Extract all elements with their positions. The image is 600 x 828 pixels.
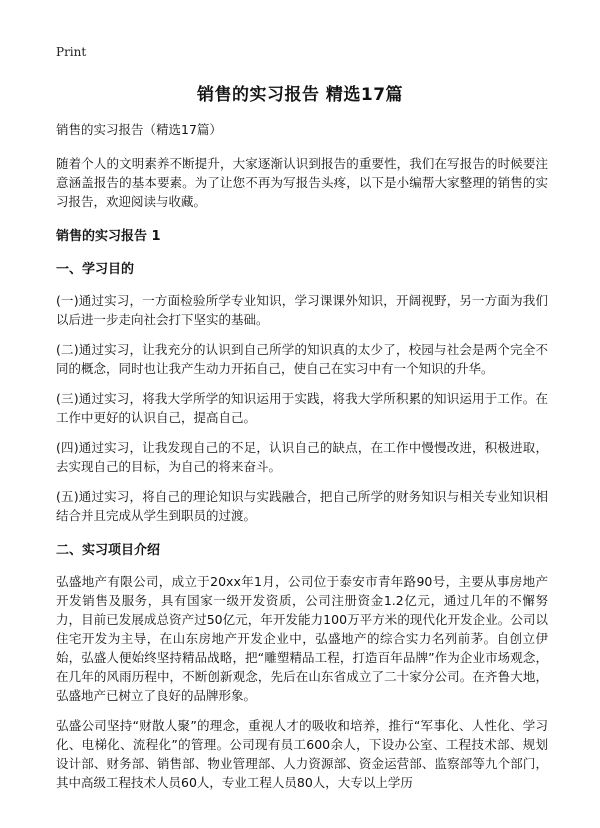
intro-paragraph: 随着个人的文明素养不断提升，大家逐渐认识到报告的重要性，我们在写报告的时候要注意涵盖报告的基本要素。为了让您不再为写报告头疼，以下是小编帮大家整理的销售的实习报告，欢迎阅读与收藏。 [56,156,548,209]
section-heading-purpose: 一、学习目的 [56,262,135,277]
purpose-item: (四)通过实习，让我发现自己的不足，认识自己的缺点，在工作中慢慢改进，积极进取，去实现自己的目标，为自己的将来奋斗。 [56,440,548,474]
purpose-item: (二)通过实习，让我充分的认识到自己所学的知识真的太少了，校园与社会是两个完全不同的概念，同时也让我产生动力开拓自己，使自己在实习中有一个知识的升华。 [56,342,548,376]
document-subtitle: 销售的实习报告（精选17篇） [56,122,222,137]
purpose-item: (三)通过实习，将我大学所学的知识运用于实践，将我大学所积累的知识运用于工作。在工作中更好的认识自己，提高自己。 [56,391,548,425]
project-paragraph: 弘盛公司坚持“财散人聚”的理念，重视人才的吸收和培养，推行“军事化、人性化、学习化、电梯化、流程化”的管理。公司现有员工600余人，下设办公室、工程技术部、规划设计部、财务部、销售部、物业管理部、人力资源部、资金运营部、监察部等九个部门，其中高级工程技术人员60人，专业工程人员80人，大专以上学历 [56,718,548,790]
section-heading-project: 二、实习项目介绍 [56,543,161,558]
purpose-item: (五)通过实习，将自己的理论知识与实践融合，把自己所学的财务知识与相关专业知识相结合并且完成从学生到职员的过渡。 [56,489,548,523]
document-body [56,120,548,803]
report-heading: 销售的实习报告 1 [56,229,161,244]
purpose-item: (一)通过实习，一方面检验所学专业知识，学习课课外知识，开阔视野，另一方面为我们以后进一步走向社会打下坚实的基础。 [56,293,548,327]
print-link[interactable]: Print [56,45,87,59]
page-title: 销售的实习报告 精选17篇 [196,85,404,105]
project-paragraph: 弘盛地产有限公司，成立于20xx年1月，公司位于泰安市青年路90号，主要从事房地产开发销售及服务，具有国家一级开发资质，公司注册资金1.2亿元，通过几年的不懈努力，目前已发展成总资产过50亿元，年开发能力100万平方米的现代化开发企业。公司以住宅开发为主导，在山东房地产开发企业中，弘盛地产的综合实力名列前茅。自创立伊始，弘盛人便始终坚持精品战略，把“雕塑精品工程，打造百年品牌”作为企业市场观念，在几年的风雨历程中，不断创新观念，先后在山东省成立了二十家分公司。在齐鲁大地，弘盛地产已树立了良好的品牌形象。 [56,574,548,703]
